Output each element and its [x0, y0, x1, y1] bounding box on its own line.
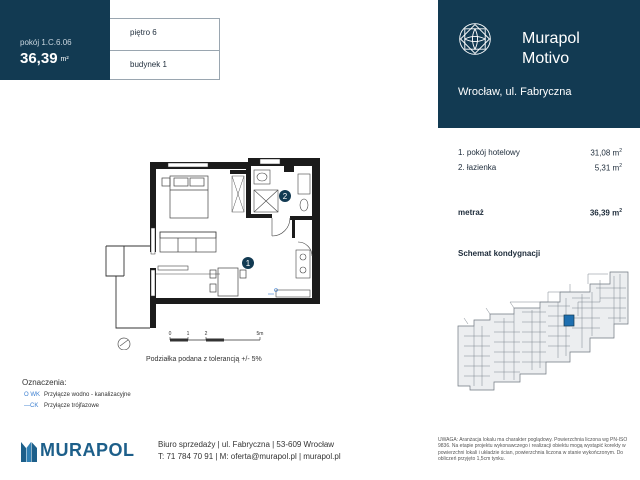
floor-schema-diagram [450, 262, 634, 404]
room-area: 31,08 $m^2$ [590, 148, 622, 158]
contact-line: T: 71 784 70 91 | M: oferta@murapol.pl | murapol.pl [158, 452, 341, 461]
scale-caption: Podziałka podana z tolerancją +/- 5% [146, 356, 262, 363]
total-area-label: metraż [458, 208, 484, 217]
room-marker-2 [279, 190, 291, 202]
room-label: 2. łazienka [458, 163, 497, 172]
scale-tick-5m: 5m [256, 331, 264, 337]
svg-text:2: 2 [282, 192, 288, 201]
unit-code: pokój 1.C.6.06 [20, 38, 72, 47]
legend-item-water [24, 392, 131, 398]
legend-label: Przyłącze trójfazowe [44, 403, 100, 409]
sales-office-address: Biuro sprzedaży | ul. Fabryczna | 53-609 Wrocław [158, 440, 335, 449]
project-name [522, 29, 580, 69]
murapol-logo-icon [20, 436, 38, 464]
unit-area-unit: m² [60, 56, 69, 63]
room-row-2 [458, 163, 622, 175]
exterior-walls [150, 158, 320, 328]
bed-furniture [162, 176, 208, 218]
floor-plan-drawing [100, 150, 330, 350]
terrace-outline [106, 246, 150, 328]
unit-area [20, 50, 69, 67]
project-name-line1: Murapol [522, 30, 580, 47]
scale-tick-1: 1 [186, 331, 190, 337]
building-label: budynek 1 [110, 50, 219, 81]
room-marker-1 [242, 257, 254, 269]
brand-panel [438, 0, 640, 128]
legend-label: Przyłącze wodno - kanalizacyjne [44, 392, 131, 398]
north-arrow-icon [118, 338, 130, 350]
sofa-furniture [160, 232, 216, 252]
unit-location-panel [110, 18, 220, 80]
disclaimer-note: UWAGA: Aranżacja lokalu ma charakter poglądowy. Powierzchnia liczona wg PN-ISO 9836. Na etapie projektu wykonawczego i realizacji obiektu mogą wystąpić korekty w powierzchni lokali i układzie ścian, powierzchnia liczona w stanie wykończonym. Do obliczeń przyjęto 1,5cm tynku. [438, 437, 628, 463]
room-label: 1. pokój hotelowy [458, 148, 520, 157]
windows [151, 159, 280, 296]
murapol-motivo-logo-icon [458, 22, 492, 56]
wardrobe-furniture [232, 176, 244, 212]
legend-item-power [24, 403, 99, 409]
room-row-1 [458, 148, 622, 160]
kitchenette-furniture [276, 250, 310, 297]
unit-area-value: 36,39 [20, 50, 58, 67]
unit-highlight-marker [564, 315, 574, 326]
dining-table-furniture [210, 268, 246, 296]
scale-bar [169, 331, 264, 340]
scale-tick-2: 2 [204, 331, 208, 337]
floor-schema-title: Schemat kondygnacji [458, 249, 541, 258]
project-location: Wrocław, ul. Fabryczna [458, 86, 572, 98]
svg-text:1: 1 [245, 259, 251, 268]
unit-summary-panel [0, 0, 110, 80]
legend-key: O WK [24, 392, 40, 398]
legend-key: —CK [24, 403, 39, 409]
project-name-line2: Motivo [522, 50, 570, 67]
room-area: 5,31 $m^2$ [594, 163, 622, 173]
footer-brand: MURAPOL [40, 440, 135, 460]
total-area-value: 36,39 $m^2$ [589, 208, 622, 218]
scale-tick-0: 0 [168, 331, 172, 337]
floor-label: piętro 6 [130, 28, 157, 37]
legend-title: Oznaczenia: [22, 378, 67, 387]
